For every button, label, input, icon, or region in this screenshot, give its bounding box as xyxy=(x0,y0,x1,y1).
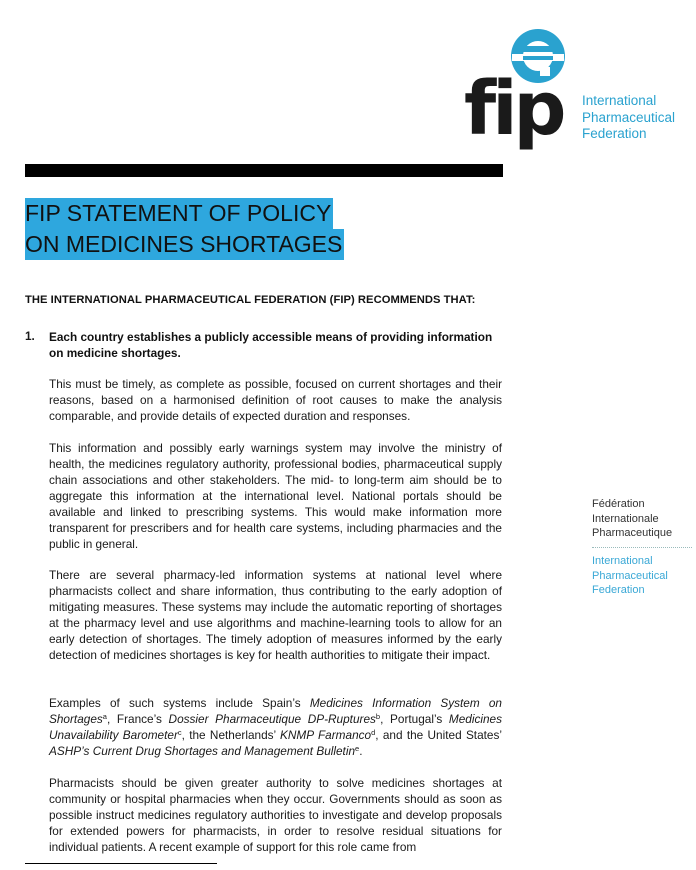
system-name: Dossier Pharmaceutique DP-Ruptures xyxy=(168,712,376,726)
text-run: , and the United States’ xyxy=(375,728,503,742)
logo-name xyxy=(582,93,675,143)
footnote-ref: e xyxy=(355,744,360,753)
text-run: , the Netherlands’ xyxy=(181,728,281,742)
paragraph-5: Pharmacists should be given greater authority to solve medicines shortages at community or hospital pharmacies when they occur. Governments should as soon as possible instruct medicines regulatory authorities to investigate and develop proposals for extended powers for pharmacists, in order to resolve residual situations for individual patients. A recent example of support for this role came from xyxy=(49,776,502,854)
logo-mark: fip xyxy=(464,66,563,152)
title-line-1: FIP STATEMENT OF POLICY xyxy=(25,198,333,229)
sidebar-line: International xyxy=(592,555,653,567)
item-number: 1. xyxy=(25,329,35,343)
system-name: ASHP’s Current Drug Shortages and Management Bulletin xyxy=(49,744,356,758)
sidebar-divider xyxy=(592,547,692,548)
text-run: . xyxy=(359,744,363,758)
footnote-ref: d xyxy=(371,728,376,737)
item-heading: Each country establishes a publicly accessible means of providing information on medicine shortages. xyxy=(49,330,493,360)
text-run: , France’s xyxy=(106,712,169,726)
footnote-ref: a xyxy=(102,712,107,721)
footnote-separator xyxy=(25,863,217,864)
paragraph-4 xyxy=(49,695,502,759)
text-run: , Portugal’s xyxy=(380,712,449,726)
logo-name-line: Pharmaceutical xyxy=(582,109,676,125)
title-line-2: ON MEDICINES SHORTAGES xyxy=(25,229,344,260)
sidebar-name-french xyxy=(592,497,672,541)
paragraph-2: This information and possibly early warnings system may involve the ministry of health, the medicines regulatory authority, professional bodies, pharmaceutical supply chain associations and other stakeholders. The mid- to long-term aim should be to aggregate this information at the international level. National portals should be available and linked to prescribing systems. This would make information more transparent for prescribers and for health care systems, including pharmacies and the public in general. xyxy=(49,441,502,551)
system-name: Medicines Unavailability Barometer xyxy=(49,712,503,742)
header-bar xyxy=(25,164,503,177)
sidebar-line: Pharmaceutique xyxy=(592,527,673,539)
footnote-ref: c xyxy=(177,728,182,737)
sidebar-line: Fédération xyxy=(592,498,645,510)
sidebar-line: Pharmaceutical xyxy=(592,569,668,582)
text-run: Examples of such systems include Spain’s xyxy=(49,696,310,710)
paragraph-3: There are several pharmacy-led information systems at national level where pharmacists collect and share information, thus contributing to the early adoption of mitigating measures. These systems may include the automatic reporting of shortages at the pharmacy level and use algorithms and machine-learning tools to allow for an early detection of shortages. The timely adoption of measures informed by the early detection of medicines shortages is key for health authorities to mitigate their impact. xyxy=(49,568,502,662)
logo-name-line: International xyxy=(582,93,657,108)
recommends-heading: THE INTERNATIONAL PHARMACEUTICAL FEDERATION (FIP) RECOMMENDS THAT: xyxy=(25,294,476,306)
page-title xyxy=(25,198,344,260)
footnote-ref: b xyxy=(375,712,381,721)
system-name: KNMP Farmanco xyxy=(280,728,372,742)
sidebar-line: Federation xyxy=(592,584,645,596)
paragraph-1: This must be timely, as complete as possible, focused on current shortages and their reasons, based on a harmonised definition of root causes to make the analysis comparable, and provide details of expected duration and responses. xyxy=(49,377,502,423)
sidebar-name-english xyxy=(592,554,668,598)
sidebar-line: Internationale xyxy=(592,512,659,525)
logo-name-line: Federation xyxy=(582,126,647,141)
system-name: Medicines Information System on Shortages xyxy=(49,696,502,726)
